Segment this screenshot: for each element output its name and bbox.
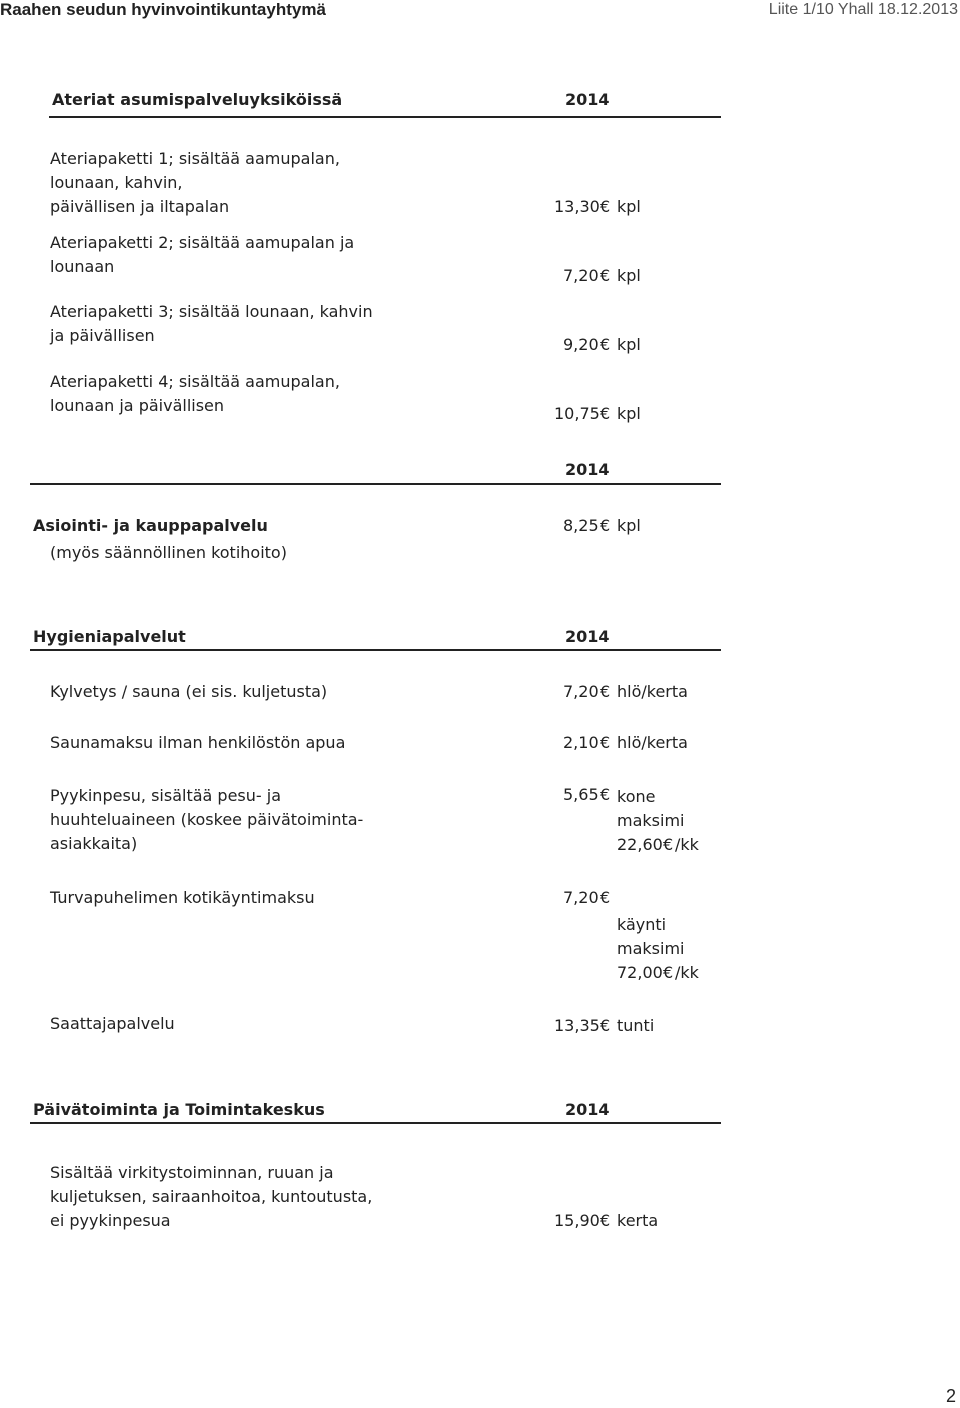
meals-rule	[49, 116, 721, 118]
page-header-ref: Liite 1/10 Yhall 18.12.2013	[768, 1, 958, 18]
euro-symbol: €	[600, 404, 611, 423]
meal-4-line-2: lounaan ja päivällisen	[50, 396, 225, 415]
daycare-year: 2014	[565, 1100, 610, 1119]
meal-3-unit: kpl	[617, 335, 641, 354]
daycare-line-2: kuljetuksen, sairaanhoitoa, kuntoutusta,	[50, 1187, 373, 1206]
escort-label: Saattajapalvelu	[50, 1014, 175, 1033]
bath-price: 7,20	[563, 682, 599, 701]
meal-1-unit: kpl	[617, 197, 641, 216]
page-header-org: Raahen seudun hyvinvointikuntayhtymä	[0, 0, 326, 19]
meal-2-line-2: lounaan	[50, 257, 115, 276]
meal-4-unit: kpl	[617, 404, 641, 423]
daycare-title: Päivätoiminta ja Toimintakeskus	[33, 1100, 325, 1119]
escort-price: 13,35	[554, 1016, 600, 1035]
sauna-label: Saunamaksu ilman henkilöstön apua	[50, 733, 346, 752]
errands-unit: kpl	[617, 516, 641, 535]
meal-3-line-1: Ateriapaketti 3; sisältää lounaan, kahvin	[50, 302, 373, 321]
euro-symbol: €	[600, 1016, 611, 1035]
hygiene-title: Hygieniapalvelut	[33, 627, 186, 646]
euro-symbol: €	[600, 335, 611, 354]
hygiene-year: 2014	[565, 627, 610, 646]
meal-1-line-1: Ateriapaketti 1; sisältää aamupalan,	[50, 149, 340, 168]
meal-2-price: 7,20	[563, 266, 599, 285]
daycare-price: 15,90	[554, 1211, 600, 1230]
meal-4-line-1: Ateriapaketti 4; sisältää aamupalan,	[50, 372, 340, 391]
errands-price: 8,25	[563, 516, 599, 535]
errands-rule	[30, 483, 721, 485]
bath-label: Kylvetys / sauna (ei sis. kuljetusta)	[50, 682, 328, 701]
daycare-rule	[30, 1122, 721, 1124]
sauna-unit: hlö/kerta	[617, 733, 688, 752]
sauna-price: 2,10	[563, 733, 599, 752]
laundry-max-value: 22,60	[617, 835, 663, 854]
daycare-unit: kerta	[617, 1211, 659, 1230]
laundry-line-3: asiakkaita)	[50, 834, 138, 853]
euro-symbol: €	[600, 733, 611, 752]
euro-symbol: €	[600, 197, 611, 216]
meal-1-line-2: lounaan, kahvin,	[50, 173, 183, 192]
alarm-max-label: maksimi	[617, 939, 685, 958]
alarm-max-value: 72,00	[617, 963, 663, 982]
alarm-price: 7,20	[563, 888, 599, 907]
laundry-max-unit: /kk	[675, 835, 699, 854]
euro-symbol: €	[663, 963, 674, 982]
laundry-unit: kone	[617, 787, 656, 806]
euro-symbol: €	[600, 1211, 611, 1230]
euro-symbol: €	[663, 835, 674, 854]
errands-title: Asiointi- ja kauppapalvelu	[33, 516, 268, 535]
meals-year: 2014	[565, 90, 610, 109]
euro-symbol: €	[600, 266, 611, 285]
errands-subtitle: (myös säännöllinen kotihoito)	[50, 543, 287, 562]
alarm-label: Turvapuhelimen kotikäyntimaksu	[50, 888, 315, 907]
alarm-max-unit: /kk	[675, 963, 699, 982]
laundry-max-label: maksimi	[617, 811, 685, 830]
bath-unit: hlö/kerta	[617, 682, 688, 701]
euro-symbol: €	[600, 888, 611, 907]
meal-1-line-3: päivällisen ja iltapalan	[50, 197, 230, 216]
hygiene-rule	[30, 649, 721, 651]
euro-symbol: €	[600, 682, 611, 701]
meal-4-price: 10,75	[554, 404, 600, 423]
meals-title: Ateriat asumispalveluyksiköissä	[52, 90, 343, 109]
meal-2-line-1: Ateriapaketti 2; sisältää aamupalan ja	[50, 233, 355, 252]
daycare-line-1: Sisältää virkitystoiminnan, ruuan ja	[50, 1163, 334, 1182]
meal-2-unit: kpl	[617, 266, 641, 285]
laundry-line-1: Pyykinpesu, sisältää pesu- ja	[50, 786, 282, 805]
euro-symbol: €	[600, 785, 611, 804]
laundry-price: 5,65	[563, 785, 599, 804]
errands-year: 2014	[565, 460, 610, 479]
alarm-unit: käynti	[617, 915, 667, 934]
meal-3-line-2: ja päivällisen	[50, 326, 155, 345]
meal-1-price: 13,30	[554, 197, 600, 216]
escort-unit: tunti	[617, 1016, 655, 1035]
meal-3-price: 9,20	[563, 335, 599, 354]
daycare-line-3: ei pyykinpesua	[50, 1211, 171, 1230]
euro-symbol: €	[600, 516, 611, 535]
laundry-line-2: huuhteluaineen (koskee päivätoiminta-	[50, 810, 364, 829]
page-number: 2	[945, 1386, 956, 1406]
